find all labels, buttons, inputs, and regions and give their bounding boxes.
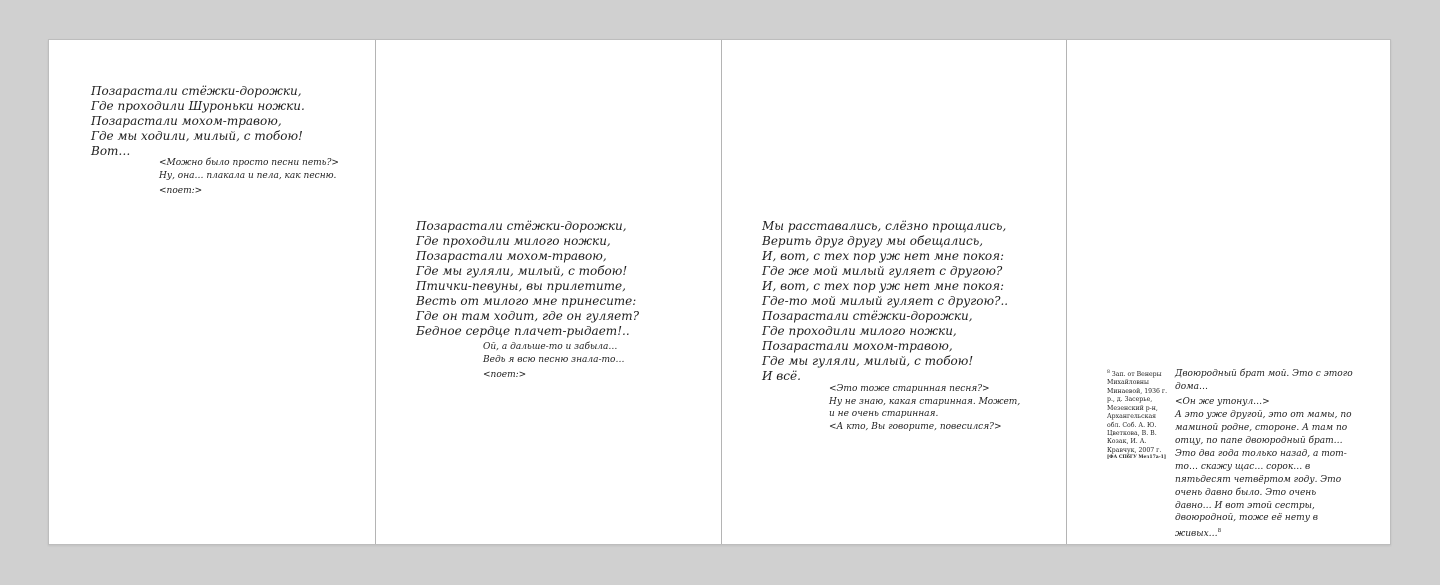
- page-2: [375, 40, 721, 544]
- verse-line: Где проходили милого ножки,: [416, 234, 611, 248]
- interview-answer: А это уже другой, это от мамы, по маминой родне, стороне. А там по отцу, по папе двоюродный брат… Это два года только назад, а тот-то… скажу щас… сорок… в пятьдесят четвёртом году. Это очень давно было. Это очень давно… И вот этой сестры, двоюродной, тоже её нету в живых…: [1175, 410, 1352, 540]
- verse-line: Мы расставались, слёзно прощались,: [762, 219, 1007, 233]
- interview-paragraph: Двоюродный брат мой. Это с этого дома…: [1175, 369, 1353, 392]
- verse-line: Где же мой милый гуляет с другою?: [762, 264, 1003, 278]
- verse-line: И, вот, с тех пор уж нет мне покоя:: [762, 279, 1005, 293]
- verse-line: И, вот, с тех пор уж нет мне покоя:: [762, 249, 1005, 263]
- book-spread: [48, 39, 1391, 545]
- verse-line: Верить друг другу мы обещались,: [762, 234, 984, 248]
- verse-block: [91, 84, 305, 159]
- commentary-answer: Ну не знаю, какая старинная. Может, и не очень старинная.: [829, 396, 1021, 419]
- commentary-line: Ведь я всю песню знала-то…: [483, 354, 625, 365]
- commentary-block: [483, 341, 624, 381]
- verse-line: Позарастали стёжки-дорожки,: [416, 219, 627, 233]
- interview-paragraph: [1175, 409, 1353, 541]
- footnote-text: Зап. от Венеры Михайловны Минаевой, 1936 г. р., д. Засерье, Мезенский р-н, Архангельская обл. Соб. А. Ю. Цветкова, В. В. Козак, И. А. Кравчук, 2007 г.: [1107, 371, 1168, 454]
- footnote: [1107, 369, 1170, 462]
- commentary-block: [829, 383, 1024, 433]
- footnote-mark: 8: [1107, 370, 1110, 375]
- commentary-line: <поет:>: [159, 185, 203, 196]
- interviewer-question: <Он же утонул…>: [1175, 397, 1270, 408]
- verse-line: Где проходили милого ножки,: [762, 324, 957, 338]
- verse-line: Позарастали мохом-травою,: [416, 249, 607, 263]
- verse-line: Позарастали мохом-травою,: [91, 114, 282, 128]
- verse-line: Где мы гуляли, милый, с тобою!: [762, 354, 974, 368]
- verse-line: Позарастали стёжки-дорожки,: [762, 309, 973, 323]
- commentary-block: [159, 157, 339, 197]
- verse-line: Где он там ходит, где он гуляет?: [416, 309, 640, 323]
- commentary-line: Ой, а дальше-то и забыла…: [483, 342, 618, 352]
- interview-text: [1175, 368, 1353, 541]
- commentary-question: <А кто, Вы говорите, повесился?>: [829, 421, 1002, 432]
- verse-block: [762, 219, 1008, 384]
- commentary-question: <Это тоже старинная песня?>: [829, 384, 990, 394]
- page-1: [49, 40, 375, 544]
- page-4: [1066, 40, 1390, 544]
- page-3: [721, 40, 1066, 544]
- verse-line: Позарастали мохом-травою,: [762, 339, 953, 353]
- verse-line: Где-то мой милый гуляет с другою?..: [762, 294, 1009, 308]
- archive-code: [ФА СПбГУ Мез17а-1]: [1107, 455, 1167, 461]
- verse-block: [416, 219, 639, 339]
- verse-line: Бедное сердце плачет-рыдает!..: [416, 324, 630, 338]
- verse-line: И всё.: [762, 369, 801, 383]
- commentary-line: Ну, она… плакала и пела, как песню.: [159, 170, 337, 181]
- verse-line: Где мы гуляли, милый, с тобою!: [416, 264, 628, 278]
- verse-line: Где мы ходили, милый, с тобою!: [91, 129, 303, 143]
- commentary-line: <Можно было просто песни петь?>: [159, 158, 339, 168]
- footnote-reference: 8: [1217, 528, 1222, 535]
- commentary-line: <поет:>: [483, 369, 527, 380]
- verse-line: Вот…: [91, 144, 131, 158]
- verse-line: Весть от милого мне принесите:: [416, 294, 637, 308]
- verse-line: Позарастали стёжки-дорожки,: [91, 84, 302, 98]
- verse-line: Птички-певуны, вы прилетите,: [416, 279, 626, 293]
- verse-line: Где проходили Шуроньки ножки.: [91, 99, 305, 113]
